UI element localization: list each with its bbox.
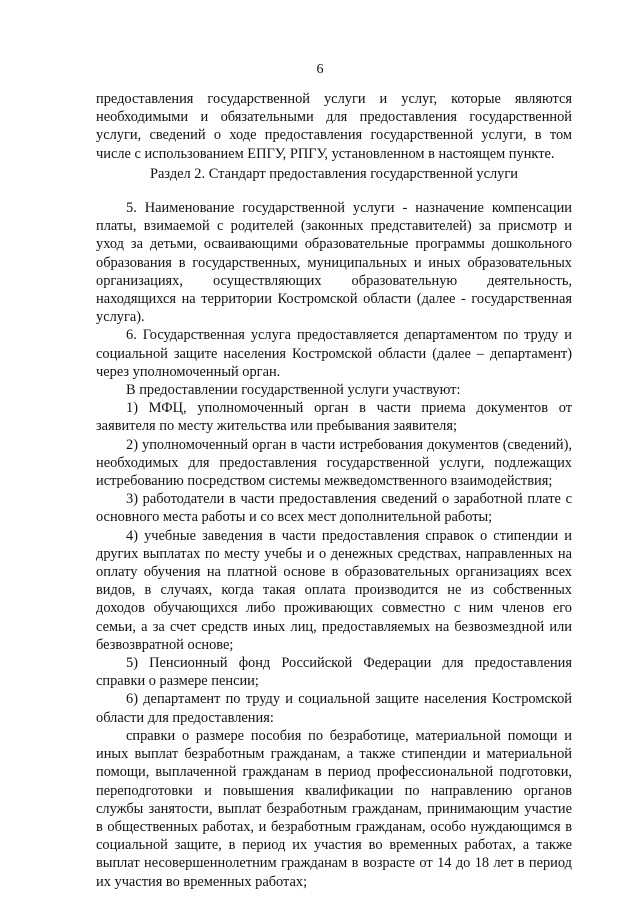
section-heading: Раздел 2. Стандарт предоставления государственной услуги [150, 166, 518, 182]
paragraph-6-provider: 6. Государственная услуга предоставляется департаментом по труду и социальной защите населения Костромской области (далее – департамент) через уполномоченный орган. [96, 327, 572, 380]
list-item-5: 5) Пенсионный фонд Российской Федерации для предоставления справки о размере пенсии; [96, 655, 572, 690]
list-item-3: 3) работодатели в части предоставления сведений о заработной плате с основного места работы и со всех мест дополнительной работы; [96, 491, 572, 526]
list-item-6: 6) департамент по труду и социальной защите населения Костромской области для предоставления: [96, 691, 572, 726]
top-text-block [96, 90, 572, 163]
continued-paragraph: предоставления государственной услуги и услуг, которые являются необходимыми и обязательными для предоставления государственной услуги, сведений о ходе предоставления государственной услуги, в том числе с использованием ЕПГУ, РПГУ, установленном в настоящем пункте. [96, 91, 572, 162]
main-text-block [96, 199, 572, 891]
list-item-4: 4) учебные заведения в части предоставления справок о стипендии и других выплатах по месту учебы и о денежных средствах, направленных на оплату обучения на платной основе в образовательных организациях всех видов, в случаях, когда такая оплата производится не из собственных доходов обучающихся либо проживающих совместно с ним членов его семьи, а за счет средств иных лиц, предоставляемых на безвозмездной или безвозвратной основе; [96, 527, 572, 653]
paragraph-5-service-name: 5. Наименование государственной услуги - назначение компенсации платы, взимаемой с родителей (законных представителей) за присмотр и уход за детьми, осваивающими образовательные программы дошкольного образования в государственных, муниципальных и иных образовательных организациях, осуществляющих образовательную деятельность, находящихся на территории Костромской области (далее - государственная услуга). [96, 200, 572, 326]
page-number: 6 [316, 62, 324, 77]
list-item-1: 1) МФЦ, уполномоченный орган в части приема документов от заявителя по месту жительства или пребывания заявителя; [96, 400, 572, 435]
list-item-2: 2) уполномоченный орган в части истребования документов (сведений), необходимых для предоставления государственной услуги, подлежащих истребованию посредством системы межведомственного взаимодействия; [96, 436, 572, 490]
list-item-6-subitem: справки о размере пособия по безработице, материальной помощи и иных выплат безработным гражданам, а также стипендии и материальной помощи, выплаченной гражданам в период профессиональной подготовки, переподготовки и повышения квалификации по направлению органов службы занятости, выплат безработным гражданам, принимающим участие в общественных работах, и безработным гражданам, особо нуждающимся в социальной защите, в период их участия во временных работах, а также выплат несовершеннолетним гражданам в возрасте от 14 до 18 лет в период их участия во временных работах; [96, 727, 572, 890]
paragraph-participants-intro: В предоставлении государственной услуги участвуют: [126, 382, 461, 399]
